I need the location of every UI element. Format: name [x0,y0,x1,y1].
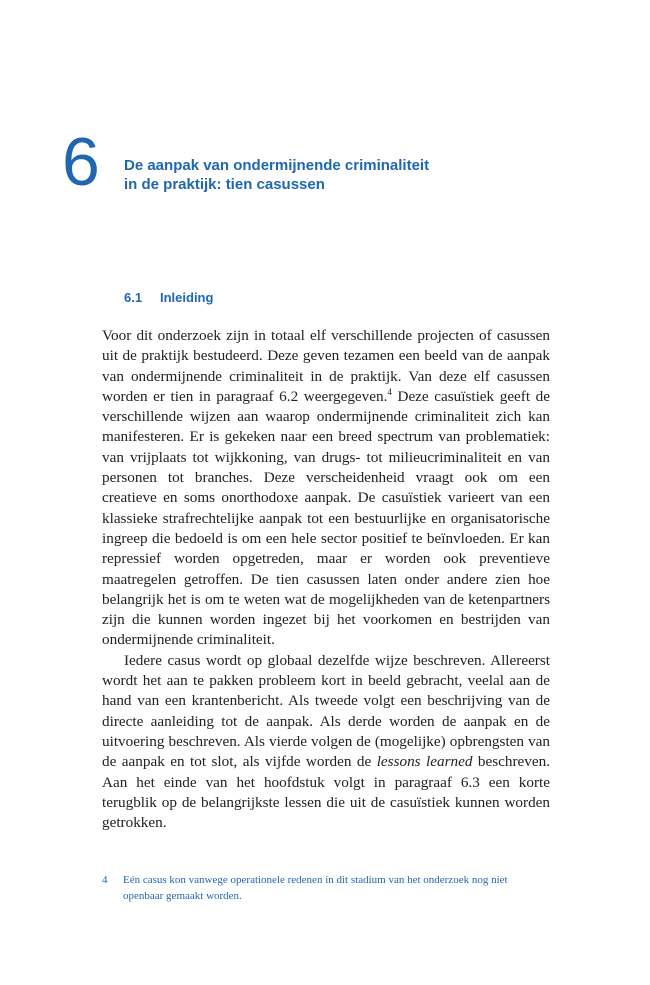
footnote-text: Eén casus kon vanwege operationele redenen in dit stadium van het onderzoek nog niet openbaar gemaakt worden. [123,874,508,902]
footnote-reference[interactable]: 4 [387,386,392,397]
paragraph-1-text-b: Deze casuïstiek geeft de verschillende wijzen aan waarop ondermijnende criminaliteit zich kan manifesteren. Er is gekeken naar een breed spectrum van problematiek: van vrijplaats tot wijkkoning, van drugs- tot milieucriminaliteit en van personen tot branches. Deze verscheidenheid vraagt ook om een creatieve en soms onorthodoxe aanpak. De casuïstiek varieert van een klassieke strafrechtelijke aanpak tot een bestuurlijke en organisatorische ingreep die bedoeld is om een hele sector positief te beïnvloeden. Er kan repressief worden opgetreden, maar er worden ook preventieve maatregelen getroffen. De tien casussen laten onder andere zien hoe belangrijk het is om te weten wat de mogelijkheden van de ketenpartners zijn die kunnen worden ingezet bij het voorkomen en bestrijden van ondermijnende criminaliteit. [102,387,550,649]
paragraph-2 [102,651,550,834]
section-title: Inleiding [160,290,214,305]
chapter-title-line-2: in de praktijk: tien casussen [124,176,325,193]
footnote-number: 4 [102,874,108,886]
chapter-title [124,156,564,194]
paragraph-2-italic-term: lessons learned [376,753,473,771]
section-heading [124,290,213,306]
chapter-number: 6 [62,124,100,200]
paragraph-2-text-a: Iedere casus wordt op globaal dezelfde wijze beschreven. Allereerst wordt het aan te pakken probleem kort in beeld gebracht, veelal aan de hand van een krantenbericht. Als tweede volgt een beschrijving van de directe aanleiding tot de aanpak. Als derde worden de aanpak en de uitvoering beschreven. Als vierde volgen de (mogelijke) opbrengsten van de aanpak en tot slot, als vijfde worden de [102,651,550,771]
paragraph-1-text-a: Voor dit onderzoek zijn in totaal elf verschillende projecten of casussen uit de praktijk bestudeerd. Deze geven tezamen een beeld van de aanpak van ondermijnende criminaliteit in de praktijk. Van deze elf casussen worden er tien in paragraaf 6.2 weergegeven. [102,327,550,405]
paragraph-2-text-b: beschreven. Aan het einde van het hoofdstuk volgt in paragraaf 6.3 een korte terugblik op de belangrijkste lessen die uit de casuïstiek kunnen worden getrokken. [102,753,550,832]
section-number: 6.1 [124,290,143,305]
body-text [102,326,550,833]
paragraph-1 [102,326,550,651]
footnote [102,872,550,904]
chapter-title-line-1: De aanpak van ondermijnende criminaliteit [124,157,430,174]
